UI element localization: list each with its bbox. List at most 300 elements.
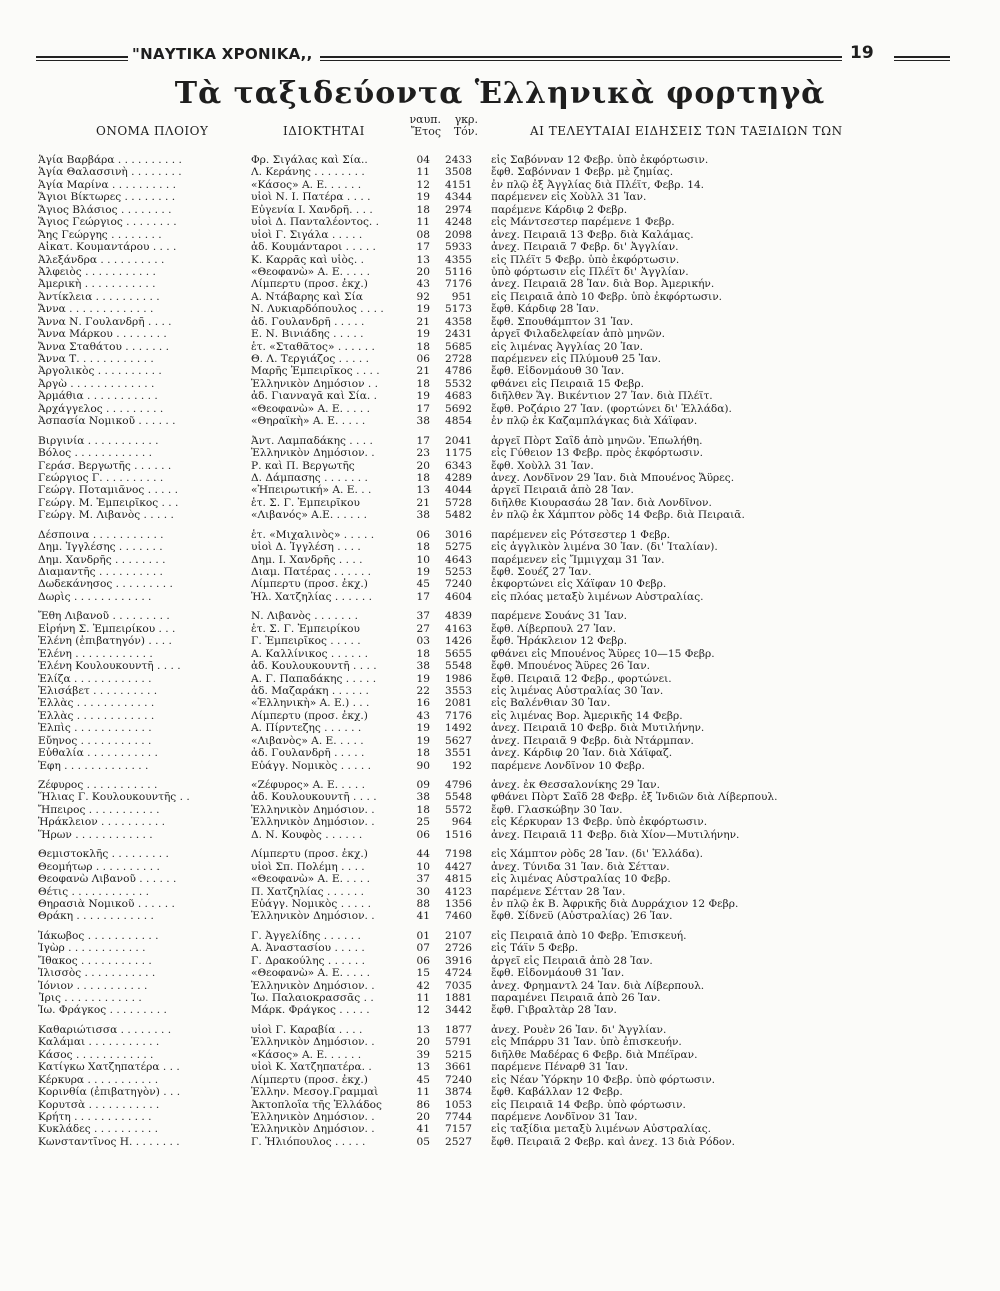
tonnage: 964 [451, 816, 472, 829]
ship-name: Ἐφη . . . . . . . . . . . . . [38, 759, 149, 772]
table-row [0, 460, 1000, 472]
latest-news: ἀνεχ. Πειραιᾶ 13 Φεβρ. διὰ Καλάμας. [491, 228, 694, 241]
ship-name: Θέτις . . . . . . . . . . . . [38, 885, 149, 898]
latest-news: εἰς λιμένας Αὐστραλίας 10 Φεβρ. [491, 873, 671, 886]
build-year: 05 [416, 1135, 430, 1148]
build-year: 03 [416, 635, 430, 648]
table-row [0, 829, 1000, 841]
latest-news: εἰς ἀγγλικὸν λιμένα 30 Ἰαν. (δι' Ἰταλίαν). [491, 541, 718, 554]
ship-name: Ἄννα Μάρκου . . . . . . . . [38, 328, 167, 341]
ship-name: Ἰόνιον . . . . . . . . . . . [38, 979, 148, 992]
ship-name: Ἄννα Τ. . . . . . . . . . . . [38, 353, 154, 365]
ship-owner: ἀδ. Γουλανδρῆ . . . . . [251, 747, 365, 760]
table-row [0, 747, 1000, 759]
latest-news: ἀνεχ. Πειραιᾶ 7 Φεβρ. δι' Ἀγγλίαν. [491, 241, 679, 254]
build-year: 20 [416, 1110, 430, 1123]
build-year: 21 [416, 365, 430, 378]
ship-owner: Ἑλληνικὸν Δημόσιον. . [251, 910, 375, 923]
ship-name: Ἀσπασία Νομικοῦ . . . . . . [38, 415, 176, 428]
ship-name: Βιργινία . . . . . . . . . . . [38, 434, 159, 447]
ship-name: Εἰρήνη Σ. Ἐμπειρίκου . . . [38, 622, 176, 635]
ship-name: Ἔθη Λιβανοῦ . . . . . . . . . [38, 610, 170, 623]
ship-name: Κωνσταντῖνος Η. . . . . . . . [38, 1135, 180, 1148]
tonnage: 5627 [445, 734, 472, 747]
ship-name: Ἄννα . . . . . . . . . . . . . [38, 303, 154, 316]
build-year: 20 [416, 459, 430, 472]
build-year: 21 [416, 496, 430, 509]
tonnage: 4123 [445, 885, 472, 898]
ship-name: Εὐθαλία . . . . . . . . . . . [38, 747, 158, 760]
table-row [0, 886, 1000, 898]
ship-owner: Γ. Ἀγγελίδης . . . . . . [251, 929, 361, 942]
tonnage: 7176 [445, 709, 472, 722]
ship-owner: Λίμπερτυ (προσ. ἐκχ.) [251, 578, 368, 591]
build-year: 06 [416, 828, 430, 841]
latest-news: ἐν πλῷ ἐξ Ἀγγλίας διὰ Πλέϊτ, Φεβρ. 14. [491, 178, 705, 191]
build-year: 01 [416, 929, 430, 942]
table-row [0, 316, 1000, 328]
tonnage: 3553 [445, 684, 472, 697]
build-year: 18 [416, 803, 430, 816]
ship-name: Κάσος . . . . . . . . . . . . [38, 1048, 154, 1061]
ship-name: Ἴθακος . . . . . . . . . . . [38, 954, 152, 967]
build-year: 17 [416, 434, 430, 447]
ship-name: Κέρκυρα . . . . . . . . . . . [38, 1073, 159, 1086]
ship-name: Γεώργ. Ποταμιᾶνος . . . . . [38, 484, 179, 497]
build-year: 19 [416, 191, 430, 204]
ship-name: Θράκη . . . . . . . . . . . . [38, 910, 154, 923]
tonnage: 7240 [445, 1073, 472, 1086]
latest-news: ἀργεῖ Φιλαδελφείαν ἀπὸ μηνῶν. [491, 328, 666, 341]
build-year: 17 [416, 402, 430, 415]
ship-owner: Ἑλληνικὸν Δημόσιον. . [251, 803, 375, 816]
tonnage: 1175 [445, 447, 472, 460]
ship-owner: Δ. Ν. Κουφὸς . . . . . . [251, 828, 363, 841]
build-year: 18 [416, 747, 430, 760]
ship-name: Εὔηνος . . . . . . . . . . . [38, 734, 152, 747]
tonnage: 2726 [445, 942, 472, 955]
ship-owner: Γ. Δρακούλης . . . . . . [251, 954, 365, 967]
table-row [0, 804, 1000, 816]
build-year: 92 [416, 290, 430, 303]
latest-news: διῆλθε Κιουρασάω 28 Ἰαν. διὰ Λονδῖνον. [491, 496, 712, 509]
ship-owner: Εὐάγγ. Νομικὸς . . . . . [251, 897, 372, 910]
ship-owner: «Θεοφανὼ» Α. Ε. . . . . [251, 265, 370, 278]
table-row [0, 166, 1000, 178]
ship-owner: Λίμπερτυ (προσ. ἐκχ.) [251, 848, 368, 861]
ship-name: Ἥρων . . . . . . . . . . . . [38, 828, 153, 841]
ship-name: Ἰάκωβος . . . . . . . . . . . [38, 929, 159, 942]
table-row [0, 648, 1000, 660]
ship-owner: Α. Ἀναστασίου . . . . . [251, 942, 365, 955]
ship-owner: Α. Ντάβαρης καὶ Σία [251, 290, 363, 303]
ship-name: Ἁγία Βαρβάρα . . . . . . . . . . [38, 154, 182, 166]
latest-news: διῆλθε Μαδέρας 6 Φεβρ. διὰ Μπέϊραν. [491, 1048, 698, 1061]
build-year: 38 [416, 791, 430, 804]
ship-owner: υἱοὶ Δ. Ἰγγλέση . . . . [251, 541, 361, 554]
tonnage: 2974 [445, 203, 472, 216]
ship-name: Δωρὶς . . . . . . . . . . . . [38, 590, 152, 603]
ship-owner: Α. Πίρντεζης . . . . . . [251, 722, 362, 735]
table-row [0, 353, 1000, 365]
ship-name: Ἐλισάβετ . . . . . . . . . . [38, 684, 158, 697]
ship-name: Ἀρχάγγελος . . . . . . . . . [38, 402, 164, 415]
ship-owner: ἀδ. Κουλουκουντῆ . . . . [251, 791, 377, 804]
build-year: 45 [416, 1073, 430, 1086]
table-row [0, 1123, 1000, 1135]
table-row [0, 610, 1000, 622]
ship-name: Ἑλένη . . . . . . . . . . . . [38, 647, 153, 660]
table-row [0, 1099, 1000, 1111]
ship-name: Κρήτη . . . . . . . . . . . . [38, 1110, 152, 1123]
build-year: 19 [416, 303, 430, 316]
tonnage: 7460 [445, 910, 472, 923]
ship-owner: υἱοὶ Γ. Καραβία . . . . [251, 1023, 363, 1036]
ship-name: Ἁγία Μαρίνα . . . . . . . . . . [38, 178, 176, 191]
table-row [0, 1136, 1000, 1148]
latest-news: ἔφθ. Πειραιᾶ 12 Φεβρ., φορτώνει. [491, 672, 672, 685]
ship-owner: «Κάσος» Α. Ε. . . . . . [251, 178, 362, 191]
table-row [0, 328, 1000, 340]
latest-news: παρέμενε Σουάνς 31 Ἰαν. [491, 610, 628, 623]
ship-name: Ἰλισσὸς . . . . . . . . . . . [38, 967, 156, 980]
ship-name: Ἑλλὰς . . . . . . . . . . . . [38, 697, 155, 710]
latest-news: ἔφθ. Σπουθάμπτον 31 Ἰαν. [491, 315, 634, 328]
table-row [0, 472, 1000, 484]
ship-owner: Ἡλ. Χατζηλίας . . . . . . [251, 590, 372, 603]
tonnage: 7198 [445, 848, 472, 861]
ship-name: Ἥλιας Γ. Κουλουκουντῆς . . [38, 791, 190, 804]
latest-news: ἀνεχ. Τύνιδα 31 Ἰαν. διὰ Σέτταν. [491, 860, 670, 873]
table-row [0, 1061, 1000, 1073]
ship-name: Ἀργολικὸς . . . . . . . . . . [38, 365, 162, 378]
ship-name: Θεμιστοκλῆς . . . . . . . . . [38, 848, 169, 861]
tonnage: 4248 [445, 216, 472, 229]
latest-news: ἀνεχ. Πειραιᾶ 9 Φεβρ. διὰ Ντάρμπαν. [491, 734, 694, 747]
table-row [0, 942, 1000, 954]
latest-news: ἔφθ. Μπουένος Ἄϋρες 26 Ἰαν. [491, 660, 651, 673]
latest-news: παρέμενεν εἰς Πλύμουθ 25 Ἰαν. [491, 353, 662, 365]
ship-owner: Θ. Λ. Τεργιάζος . . . . . [251, 353, 369, 365]
ship-name: Θεοφανὼ Λιβανοῦ . . . . . . [38, 873, 177, 886]
ship-owner: «Ἑλληνικὴ» Α. Ε.) . . . [251, 697, 370, 710]
ship-owner: Μάρκ. Φράγκος . . . . . [251, 1004, 370, 1017]
latest-news: εἰς Πειραιᾶ 14 Φεβρ. ὑπὸ φόρτωσιν. [491, 1098, 686, 1111]
ship-name: Ἄννα Ν. Γουλανδρῆ . . . . [38, 315, 172, 328]
ship-owner: Γ. Ἡλιόπουλος . . . . . [251, 1135, 366, 1148]
build-year: 17 [416, 590, 430, 603]
ship-name: Δημ. Ἰγγλέσης . . . . . . . [38, 541, 163, 554]
table-row [0, 1049, 1000, 1061]
build-year: 18 [416, 377, 430, 390]
build-year: 18 [416, 647, 430, 660]
latest-news: ἀνεχ. Κάρδιφ 20 Ἰαν. διὰ Χάϊφαζ. [491, 747, 673, 760]
ship-owner: Α. Γ. Παπαδάκης . . . . . [251, 672, 377, 685]
tonnage: 3661 [445, 1061, 472, 1074]
tonnage: 2107 [445, 929, 472, 942]
build-year: 44 [416, 848, 430, 861]
table-row [0, 497, 1000, 509]
tonnage: 5482 [445, 509, 472, 522]
build-year: 37 [416, 610, 430, 623]
ship-owner: Ν. Λυκιαρδόπουλος . . . . [251, 303, 384, 316]
latest-news: ἀνεχ. Φρημαντλ 24 Ἰαν. διὰ Λίβερπουλ. [491, 979, 705, 992]
table-row [0, 435, 1000, 447]
tonnage: 1356 [445, 897, 472, 910]
ship-owner: ἑτ. Σ. Γ. Ἐμπειρίκου [251, 622, 360, 635]
ship-name: Δημ. Χανδρῆς . . . . . . . . [38, 553, 166, 566]
ship-owner: Ἑλληνικὸν Δημόσιον. . [251, 1123, 375, 1136]
ship-name: Ἀλεξάνδρα . . . . . . . . . . [38, 253, 165, 266]
build-year: 16 [416, 697, 430, 710]
build-year: 43 [416, 278, 430, 291]
tonnage: 3551 [445, 747, 472, 760]
tonnage: 2041 [445, 434, 472, 447]
build-year: 17 [416, 241, 430, 254]
build-year: 30 [416, 885, 430, 898]
table-row [0, 341, 1000, 353]
ship-owner: Ἑλληνικὸν Δημόσιον. . [251, 816, 375, 829]
latest-news: παρέμενε Κάρδιφ 2 Φεβρ. [491, 203, 628, 216]
table-row [0, 415, 1000, 427]
tonnage: 5728 [445, 496, 472, 509]
build-year: 06 [416, 954, 430, 967]
latest-news: ἀνεχ. Πειραιᾶ 28 Ἰαν. διὰ Βορ. Ἀμερικήν. [491, 278, 715, 291]
table-row [0, 303, 1000, 315]
latest-news: ἀνεχ. ἐκ Θεσσαλονίκης 29 Ἰαν. [491, 779, 660, 791]
tonnage: 5275 [445, 541, 472, 554]
latest-news: ἔφθ. Εἰδονμάουθ 31 Ἰαν. [491, 967, 625, 980]
ship-owner: υἱοὶ Κ. Χατζηπατέρα. . [251, 1061, 372, 1074]
ship-owner: Ἀκτοπλοΐα τῆς Ἑλλάδος [251, 1098, 382, 1111]
ship-name: Ἰγὼρ . . . . . . . . . . . . [38, 942, 146, 955]
build-year: 38 [416, 415, 430, 428]
header-latest-news: ΑΙ ΤΕΛΕΥΤΑΙΑΙ ΕΙΔΗΣΕΙΣ ΤΩΝ ΤΑΞΙΔΙΩΝ ΤΩΝ [530, 124, 843, 138]
table-row [0, 1036, 1000, 1048]
ship-name: Κυκλάδες . . . . . . . . . . [38, 1123, 158, 1136]
ship-name: Ἑλλὰς . . . . . . . . . . . . [38, 709, 155, 722]
ship-owner: ἀδ. Κουμάνταροι . . . . . [251, 241, 376, 254]
ship-name: Γεώργ. Μ. Ἐμπειρῖκος . . . [38, 496, 179, 509]
build-year: 19 [416, 390, 430, 403]
ship-name: Καλάμαι . . . . . . . . . . . [38, 1036, 160, 1049]
table-row [0, 578, 1000, 590]
ship-name: Θεομήτωρ . . . . . . . . . . [38, 860, 160, 873]
build-year: 45 [416, 578, 430, 591]
ship-owner: Ἑλληνικὸν Δημόσιον. . [251, 1110, 375, 1123]
table-row [0, 254, 1000, 266]
ship-owner: Π. Χατζηλίας . . . . . . [251, 885, 364, 898]
ship-owner: Κ. Καρρᾶς καὶ υἱὸς. . [251, 253, 364, 266]
table-row [0, 848, 1000, 860]
ship-name: Ἀμερικὴ . . . . . . . . . . . [38, 278, 156, 291]
header-ship-name: ΟΝΟΜΑ ΠΛΟΙΟΥ [96, 124, 209, 138]
latest-news: ἔφθ. Χοὺλλ 31 Ἰαν. [491, 459, 594, 472]
table-row [0, 779, 1000, 791]
tonnage: 4796 [445, 779, 472, 791]
build-year: 18 [416, 340, 430, 353]
ship-owner: Ρ. καὶ Π. Βεργωτῆς [251, 459, 355, 472]
table-row [0, 722, 1000, 734]
tonnage: 4604 [445, 590, 472, 603]
table-row [0, 291, 1000, 303]
build-year: 20 [416, 265, 430, 278]
ship-name: Δέσποινα . . . . . . . . . . . [38, 528, 164, 541]
build-year: 25 [416, 816, 430, 829]
latest-news: εἰς Βαλένθιαν 30 Ἰαν. [491, 697, 611, 710]
tonnage: 4683 [445, 390, 472, 403]
tonnage: 4815 [445, 873, 472, 886]
tonnage: 5116 [445, 265, 472, 278]
table-row [0, 816, 1000, 828]
build-year: 39 [416, 1048, 430, 1061]
latest-news: εἰς Μάντσεστερ παρέμενε 1 Φεβρ. [491, 216, 675, 229]
ship-name: Ἀργὼ . . . . . . . . . . . . . [38, 377, 155, 390]
tonnage: 5532 [445, 377, 472, 390]
tonnage: 6343 [445, 459, 472, 472]
ship-name: Ἁγία Θαλασσινὴ . . . . . . . . [38, 166, 182, 179]
latest-news: εἰς Τάϊν 5 Φεβρ. [491, 942, 579, 955]
table-row [0, 1086, 1000, 1098]
ship-owner: Γ. Ἐμπειρῖκος . . . . . [251, 635, 361, 648]
page-title: Τὰ ταξιδεύοντα Ἑλληνικὰ φορτηγὰ [174, 76, 826, 111]
tonnage: 1516 [445, 828, 472, 841]
build-year: 88 [416, 897, 430, 910]
page-number: 19 [850, 43, 874, 63]
build-year: 27 [416, 622, 430, 635]
latest-news: ἀνεχ. Πειραιᾶ 11 Φεβρ. διὰ Χίον—Μυτιλήνην. [491, 828, 740, 841]
build-year: 41 [416, 910, 430, 923]
build-year: 42 [416, 979, 430, 992]
latest-news: ἔφθ. Κάρδιφ 28 Ἰαν. [491, 303, 600, 316]
latest-news: ἔφθ. Ἡράκλειον 12 Φεβρ. [491, 635, 628, 648]
tonnage: 5572 [445, 803, 472, 816]
ship-owner: Ἑλληνικὸν Δημόσιον. . [251, 1036, 375, 1049]
ship-name: Βόλος . . . . . . . . . . . . [38, 447, 153, 460]
tonnage: 192 [451, 759, 472, 772]
ship-name: Κορινθία (ἐπιβατηγὸν) . . . [38, 1086, 181, 1099]
latest-news: ἔφθ. Εἰδονμάουθ 30 Ἰαν. [491, 365, 625, 378]
build-year: 13 [416, 253, 430, 266]
tonnage: 4427 [445, 860, 472, 873]
build-year: 11 [416, 1086, 430, 1099]
ship-name: Ἀλφειὸς . . . . . . . . . . . [38, 265, 156, 278]
table-row [0, 955, 1000, 967]
latest-news: ἔφθ. Σουέζ 27 Ἰαν. [491, 566, 592, 578]
table-row [0, 204, 1000, 216]
ship-owner: υἱοὶ Ν. Ι. Πατέρα . . . . [251, 191, 371, 204]
build-year: 12 [416, 178, 430, 191]
latest-news: εἰς Σαβόνναν 12 Φεβρ. ὑπὸ ἐκφόρτωσιν. [491, 154, 709, 166]
build-year: 12 [416, 1004, 430, 1017]
tonnage: 5548 [445, 791, 472, 804]
latest-news: παρέμενε Λονδῖνον 31 Ἰαν. [491, 1110, 638, 1123]
ship-owner: «Θηραϊκὴ» Α. Ε. . . . . [251, 415, 366, 428]
build-year: 18 [416, 471, 430, 484]
latest-news: φθάνει Πὸρτ Σαῒδ 28 Φεβρ. ἐξ Ἰνδιῶν διὰ Λίβερπουλ. [491, 791, 778, 804]
build-year: 13 [416, 1061, 430, 1074]
build-year: 22 [416, 684, 430, 697]
latest-news: ἀργεῖ Πὸρτ Σαῒδ ἀπὸ μηνῶν. Ἐπωλήθη. [491, 434, 703, 447]
header-build-year: ναυπ. Ἔτος [409, 113, 441, 138]
tonnage: 2098 [445, 228, 472, 241]
ship-owner: Φρ. Σιγάλας καὶ Σία.. [251, 154, 368, 166]
latest-news: παρέμενεν εἰς Χοὺλλ 31 Ἰαν. [491, 191, 647, 204]
ship-owner: Α. Καλλίνικος . . . . . . [251, 647, 368, 660]
header-owners: ΙΔΙΟΚΤΗΤΑΙ [283, 124, 365, 138]
build-year: 19 [416, 722, 430, 735]
ship-owner: Ἰω. Παλαιοκρασσᾶς . . [251, 992, 374, 1004]
ship-name: Ἅγιος Βλάσιος . . . . . . . . [38, 203, 172, 216]
table-row [0, 229, 1000, 241]
table-row [0, 509, 1000, 521]
tonnage: 1877 [445, 1023, 472, 1036]
table-row [0, 390, 1000, 402]
table-row [0, 278, 1000, 290]
build-year: 18 [416, 541, 430, 554]
tonnage: 7157 [445, 1123, 472, 1136]
masthead-rule-end [894, 56, 950, 61]
tonnage: 3508 [445, 166, 472, 179]
ship-owner: Ε. Ν. Βινιάδης . . . . . [251, 328, 364, 341]
tonnage: 7176 [445, 278, 472, 291]
tonnage: 4344 [445, 191, 472, 204]
latest-news: εἰς Πειραιᾶ ἀπὸ 10 Φεβρ. ὑπὸ ἐκφόρτωσιν. [491, 290, 723, 303]
table-row [0, 216, 1000, 228]
tonnage: 4355 [445, 253, 472, 266]
build-year: 10 [416, 860, 430, 873]
tonnage: 7240 [445, 578, 472, 591]
ship-owner: «Ἠπειρωτική» Α. Ε. . . [251, 484, 372, 497]
latest-news: εἰς Χάμπτον ρὸδς 28 Ἰαν. (δι' Ἑλλάδα). [491, 848, 703, 861]
tonnage: 1053 [445, 1098, 472, 1111]
table-row [0, 697, 1000, 709]
masthead-rule-left [36, 56, 128, 61]
table-row [0, 179, 1000, 191]
ship-owner: «Θεοφανὼ» Α. Ε. . . . . [251, 873, 370, 886]
masthead [28, 40, 958, 64]
tonnage: 2081 [445, 697, 472, 710]
table-row [0, 635, 1000, 647]
build-year: 86 [416, 1098, 430, 1111]
ship-name: Κορυτσὰ . . . . . . . . . . . [38, 1098, 160, 1111]
tonnage: 1986 [445, 672, 472, 685]
ship-owner: Λίμπερτυ (προσ. ἐκχ.) [251, 1073, 368, 1086]
latest-news: εἰς πλόας μεταξὺ λιμένων Αὐστραλίας. [491, 590, 704, 603]
tonnage: 3874 [445, 1086, 472, 1099]
latest-news: εἰς Πειραιᾶ ἀπὸ 10 Φεβρ. Ἐπισκευή. [491, 929, 687, 942]
table-row [0, 554, 1000, 566]
ship-owner: Εὐγενία Ι. Χανδρῆ. . . . [251, 203, 373, 216]
header-tonnage: γκρ. Τόν. [453, 113, 478, 138]
build-year: 90 [416, 759, 430, 772]
ship-owner: Μαρῆς Ἐμπειρῖκος . . . . [251, 365, 380, 378]
latest-news: ἔφθ. Πειραιᾶ 2 Φεβρ. καὶ ἀνεχ. 13 διὰ Ρόδον. [491, 1135, 736, 1148]
build-year: 11 [416, 992, 430, 1004]
ship-name: Ἅγιοι Βίκτωρες . . . . . . . . [38, 191, 176, 204]
ship-owner: ἑτ. «Σταθᾶτος» . . . . . . [251, 340, 375, 353]
table-row [0, 992, 1000, 1004]
ship-owner: Λίμπερτυ (προσ. ἐκχ.) [251, 278, 368, 291]
latest-news: ἀργεῖ εἰς Πειραιᾶ ἀπὸ 28 Ἰαν. [491, 954, 653, 967]
build-year: 21 [416, 315, 430, 328]
table-row [0, 967, 1000, 979]
tonnage: 4724 [445, 967, 472, 980]
latest-news: παρέμενε Λονδῖνον 10 Φεβρ. [491, 759, 645, 772]
masthead-rule-right [320, 56, 842, 61]
tonnage: 5933 [445, 241, 472, 254]
build-year: 08 [416, 228, 430, 241]
